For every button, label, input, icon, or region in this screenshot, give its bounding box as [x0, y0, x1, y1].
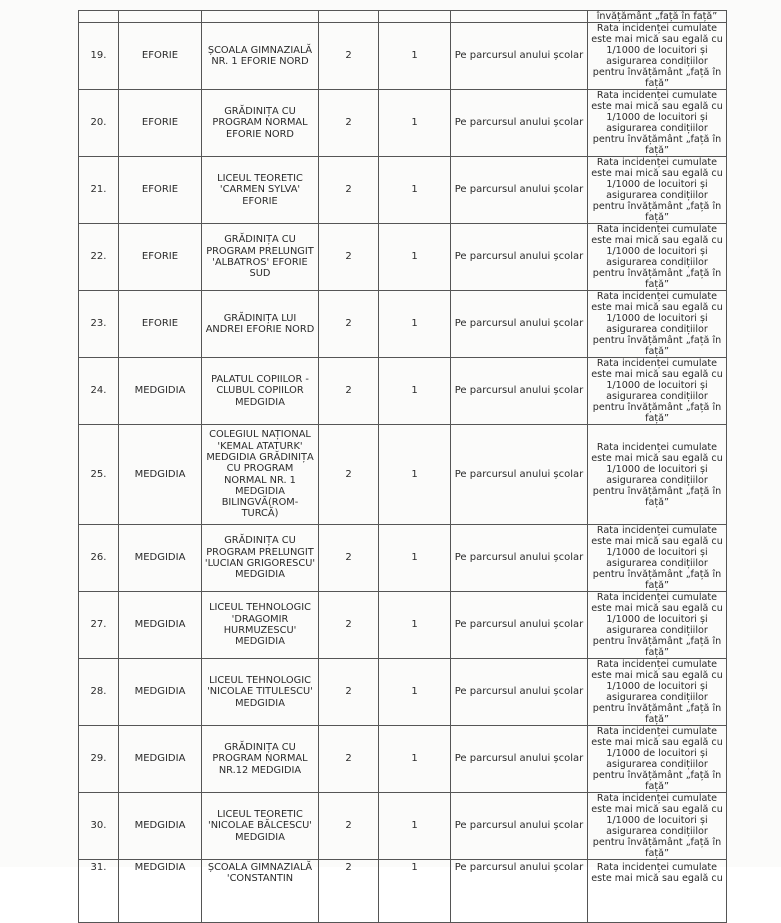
cell-period: Pe parcursul anului școlar [451, 525, 588, 592]
cell-col-b: 1 [379, 291, 451, 358]
cell-unit: PALATUL COPIILOR - CLUBUL COPIILOR MEDGIDIA [202, 358, 319, 425]
cell-nr: 29. [79, 726, 119, 793]
cell-locality: MEDGIDIA [119, 793, 202, 860]
cell-locality: EFORIE [119, 291, 202, 358]
cell-nr [79, 11, 119, 23]
cell-locality: MEDGIDIA [119, 592, 202, 659]
cell-condition: Rata incidenței cumulate este mai mică sau egală cu [588, 860, 727, 923]
cell-nr: 27. [79, 592, 119, 659]
cell-col-a: 2 [319, 291, 379, 358]
cell-locality: MEDGIDIA [119, 525, 202, 592]
cell-col-a: 2 [319, 860, 379, 923]
table-row [79, 525, 727, 592]
cell-nr: 22. [79, 224, 119, 291]
cell-col-b: 1 [379, 425, 451, 525]
cell-period: Pe parcursul anului școlar [451, 793, 588, 860]
cell-period: Pe parcursul anului școlar [451, 592, 588, 659]
cell-period: Pe parcursul anului școlar [451, 157, 588, 224]
cell-condition: Rata incidenței cumulate este mai mică sau egală cu 1/1000 de locuitori și asigurarea condițiilor pentru învățământ „față în față” [588, 224, 727, 291]
cell-unit: LICEUL TEORETIC 'CARMEN SYLVA' EFORIE [202, 157, 319, 224]
cell-unit: ȘCOALA GIMNAZIALĂ NR. 1 EFORIE NORD [202, 23, 319, 90]
schools-table [78, 10, 727, 923]
cell-col-a: 2 [319, 23, 379, 90]
table-row [79, 291, 727, 358]
table-row [79, 358, 727, 425]
cell-col-a: 2 [319, 525, 379, 592]
cell-col-a: 2 [319, 358, 379, 425]
cell-period [451, 11, 588, 23]
cell-col-b: 1 [379, 23, 451, 90]
cell-locality: MEDGIDIA [119, 860, 202, 923]
cell-nr: 26. [79, 525, 119, 592]
cell-locality: EFORIE [119, 23, 202, 90]
cell-col-b: 1 [379, 525, 451, 592]
cell-unit: LICEUL TEHNOLOGIC 'NICOLAE TITULESCU' MEDGIDIA [202, 659, 319, 726]
cell-condition: învățământ „față în față” [588, 11, 727, 23]
cell-col-b: 1 [379, 224, 451, 291]
cell-nr: 20. [79, 90, 119, 157]
cell-condition: Rata incidenței cumulate este mai mică sau egală cu 1/1000 de locuitori și asigurarea condițiilor pentru învățământ „față în față” [588, 425, 727, 525]
cell-condition: Rata incidenței cumulate este mai mică sau egală cu 1/1000 de locuitori și asigurarea condițiilor pentru învățământ „față în față” [588, 592, 727, 659]
cell-unit: GRĂDINIȚA CU PROGRAM PRELUNGIT 'ALBATROS' EFORIE SUD [202, 224, 319, 291]
cell-col-a [319, 11, 379, 23]
cell-locality: EFORIE [119, 90, 202, 157]
cell-period: Pe parcursul anului școlar [451, 224, 588, 291]
cell-locality: MEDGIDIA [119, 425, 202, 525]
table-row [79, 90, 727, 157]
cell-nr: 28. [79, 659, 119, 726]
cell-locality: MEDGIDIA [119, 358, 202, 425]
cell-condition: Rata incidenței cumulate este mai mică sau egală cu 1/1000 de locuitori și asigurarea condițiilor pentru învățământ „față în față” [588, 525, 727, 592]
cell-condition: Rata incidenței cumulate este mai mică sau egală cu 1/1000 de locuitori și asigurarea condițiilor pentru învățământ „față în față” [588, 90, 727, 157]
cell-col-b: 1 [379, 860, 451, 923]
table-row [79, 224, 727, 291]
table-row [79, 23, 727, 90]
cell-period: Pe parcursul anului școlar [451, 860, 588, 923]
cell-nr: 31. [79, 860, 119, 923]
cell-unit: COLEGIUL NAȚIONAL 'KEMAL ATATURK' MEDGIDIA GRĂDINIȚA CU PROGRAM NORMAL NR. 1 MEDGIDIA BILINGVĂ(ROM-TURCĂ) [202, 425, 319, 525]
cell-col-b: 1 [379, 358, 451, 425]
cell-period: Pe parcursul anului școlar [451, 726, 588, 793]
cell-col-b: 1 [379, 726, 451, 793]
cell-nr: 25. [79, 425, 119, 525]
cell-condition: Rata incidenței cumulate este mai mică sau egală cu 1/1000 de locuitori și asigurarea condițiilor pentru învățământ „față în față” [588, 291, 727, 358]
table-row [79, 860, 727, 923]
cell-locality: MEDGIDIA [119, 659, 202, 726]
cell-condition: Rata incidenței cumulate este mai mică sau egală cu 1/1000 de locuitori și asigurarea condițiilor pentru învățământ „față în față” [588, 157, 727, 224]
cell-condition: Rata incidenței cumulate este mai mică sau egală cu 1/1000 de locuitori și asigurarea condițiilor pentru învățământ „față în față” [588, 726, 727, 793]
cell-locality [119, 11, 202, 23]
cell-condition: Rata incidenței cumulate este mai mică sau egală cu 1/1000 de locuitori și asigurarea condițiilor pentru învățământ „față în față” [588, 358, 727, 425]
cell-col-a: 2 [319, 793, 379, 860]
cell-unit: ȘCOALA GIMNAZIALĂ 'CONSTANTIN [202, 860, 319, 923]
cell-col-b: 1 [379, 157, 451, 224]
cell-period: Pe parcursul anului școlar [451, 90, 588, 157]
cell-col-a: 2 [319, 659, 379, 726]
cell-col-a: 2 [319, 592, 379, 659]
cell-nr: 23. [79, 291, 119, 358]
cell-period: Pe parcursul anului școlar [451, 659, 588, 726]
table-row [79, 659, 727, 726]
table-row [79, 793, 727, 860]
cell-period: Pe parcursul anului școlar [451, 425, 588, 525]
cell-nr: 24. [79, 358, 119, 425]
cell-col-a: 2 [319, 726, 379, 793]
cell-nr: 19. [79, 23, 119, 90]
cell-period: Pe parcursul anului școlar [451, 23, 588, 90]
cell-col-a: 2 [319, 157, 379, 224]
cell-unit [202, 11, 319, 23]
cell-col-b: 1 [379, 659, 451, 726]
cell-col-b [379, 11, 451, 23]
cell-unit: GRĂDINIȚA CU PROGRAM PRELUNGIT 'LUCIAN GRIGORESCU' MEDGIDIA [202, 525, 319, 592]
cell-unit: LICEUL TEHNOLOGIC 'DRAGOMIR HURMUZESCU' MEDGIDIA [202, 592, 319, 659]
cell-locality: MEDGIDIA [119, 726, 202, 793]
table-row [79, 726, 727, 793]
cell-period: Pe parcursul anului școlar [451, 291, 588, 358]
cell-col-a: 2 [319, 90, 379, 157]
table-row [79, 592, 727, 659]
cell-col-b: 1 [379, 90, 451, 157]
cell-col-b: 1 [379, 793, 451, 860]
cell-col-a: 2 [319, 224, 379, 291]
table-row [79, 425, 727, 525]
cell-unit: GRĂDINIȚA CU PROGRAM NORMAL EFORIE NORD [202, 90, 319, 157]
cell-unit: GRĂDINIȚA CU PROGRAM NORMAL NR.12 MEDGIDIA [202, 726, 319, 793]
cell-nr: 21. [79, 157, 119, 224]
cell-condition: Rata incidenței cumulate este mai mică sau egală cu 1/1000 de locuitori și asigurarea condițiilor pentru învățământ „față în față” [588, 659, 727, 726]
table-row-continued [79, 11, 727, 23]
cell-col-b: 1 [379, 592, 451, 659]
cell-locality: EFORIE [119, 157, 202, 224]
cell-col-a: 2 [319, 425, 379, 525]
cell-unit: LICEUL TEORETIC 'NICOLAE BĂLCESCU' MEDGIDIA [202, 793, 319, 860]
cell-period: Pe parcursul anului școlar [451, 358, 588, 425]
cell-condition: Rata incidenței cumulate este mai mică sau egală cu 1/1000 de locuitori și asigurarea condițiilor pentru învățământ „față în față” [588, 23, 727, 90]
cell-condition: Rata incidenței cumulate este mai mică sau egală cu 1/1000 de locuitori și asigurarea condițiilor pentru învățământ „față în față” [588, 793, 727, 860]
table-row [79, 157, 727, 224]
cell-locality: EFORIE [119, 224, 202, 291]
cell-unit: GRĂDINIȚA LUI ANDREI EFORIE NORD [202, 291, 319, 358]
cell-nr: 30. [79, 793, 119, 860]
